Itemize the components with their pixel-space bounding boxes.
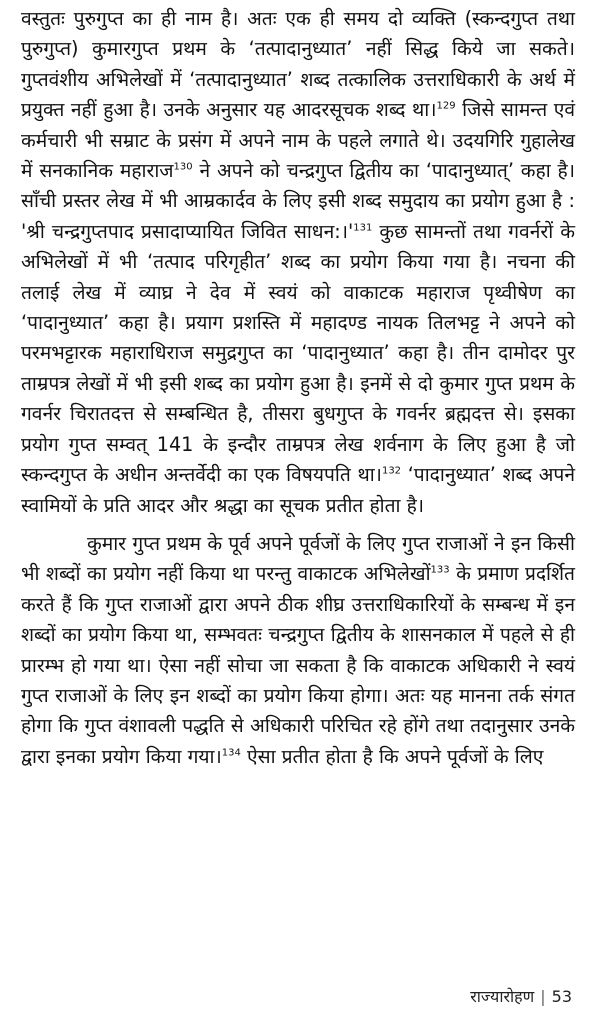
text-run: ‘पादानुध्यात’ शब्द अपने स्वामियों के प्रति आदर और श्रद्धा का सूचक प्रतीत होता है। [21, 463, 575, 517]
footer-separator: | [540, 986, 546, 1006]
text-run: वस्तुतः पुरुगुप्त का ही नाम है। अतः एक ही समय दो व्यक्ति (स्कन्दगुप्त तथा पुरुगुप्त) कुमारगुप्त प्रथम के ‘तत्पादानुध्यात’ नहीं सिद्ध किये जा सकते। गुप्तवंशीय अभिलेखों में ‘तत्पादानुध्यात’ शब्द तत्कालिक उत्तराधिकारी के अर्थ में प्रयुक्त नहीं हुआ है। उनके अनुसार यह आदरसूचक शब्द था। [21, 7, 575, 122]
text-run: कुछ सामन्तों तथा गवर्नरों के अभिलेखों में भी ‘तत्पाद परिगृहीत’ शब्द का प्रयोग किया गया है। नचना की तलाई लेख में व्याघ्र ने देव में स्वयं को वाकाटक महाराज पृथ्वीषेण का ‘पादानुध्यात’ कहा है। प्रयाग प्रशस्ति में महादण्ड नायक तिलभट्ट ने अपने को परमभट्टारक महाराधिराज समुद्रगुप्त का ‘पादानुध्यात’ कहा है। तीन दामोदर पुर ताम्रपत्र लेखों में भी इसी शब्द का प्रयोग हुआ है। इनमें से दो कुमार गुप्त प्रथम के गवर्नर चिरातदत्त से सम्बन्धित है, तीसरा बुधगुप्त के गवर्नर ब्रह्मदत्त से। इसका प्रयोग गुप्त सम्वत् 141 के इन्दौर ताम्रपत्र लेख शर्वनाग के लिए हुआ है जो स्कन्दगुप्त के अधीन अन्तर्वेदी का एक विषयपति था। [21, 219, 575, 487]
running-title: राज्यारोहण [470, 987, 535, 1006]
text-run: ऐसा प्रतीत होता है कि अपने पूर्वजों के लिए [240, 744, 544, 768]
text-run: कुमार गुप्त प्रथम के पूर्व अपने पूर्वजों के लिए गुप्त राजाओं ने इन किसी भी शब्दों का प्रयोग नहीं किया था परन्तु वाकाटक अभिलेखों [21, 531, 575, 586]
footnote-ref-131: 131 [353, 222, 373, 234]
paragraph-2 [21, 529, 575, 772]
footnote-ref-130: 130 [173, 161, 193, 173]
text-run: के प्रमाण प्रदर्शित करते हैं कि गुप्त राजाओं द्वारा अपने ठीक शीघ्र उत्तराधिकारियों के सम्बन्ध में इन शब्दों का प्रयोग किया था, सम्भवतः चन्द्रगुप्त द्वितीय के शासनकाल में पहले से ही प्रारम्भ हो गया था। ऐसा नहीं सोचा जा सकता है कि वाकाटक अधिकारी ने स्वयं गुप्त राजाओं के लिए इन शब्दों का प्रयोग किया होगा। अतः यह मानना तर्क संगत होगा कि गुप्त वंशावली पद्धति से अधिकारी परिचित रहे होंगे तथा तदानुसार उनके द्वारा इनका प्रयोग किया गया। [21, 562, 575, 768]
body-text [21, 4, 575, 772]
page-footer [470, 985, 572, 1007]
paragraph-1 [21, 4, 575, 521]
page-number: 53 [551, 986, 572, 1006]
footnote-ref-129: 129 [436, 100, 456, 112]
text-run: जिसे सामन्त एवं कर्मचारी भी सम्राट के प्रसंग में अपने नाम के पहले लगाते थे। उदयगिरि गुहालेख में सनकानिक महाराज [21, 98, 575, 183]
text-run: ने अपने को चन्द्रगुप्त द्वितीय का ‘पादानुध्यात्’ कहा है। साँची प्रस्तर लेख में भी आम्रकार्दव के लिए इसी शब्द समुदाय का प्रयोग हुआ है : 'श्री चन्द्रगुप्तपाद प्रसादाप्यायित जिवित साधन:।' [21, 159, 576, 243]
footnote-ref-132: 132 [381, 465, 402, 477]
footnote-ref-134: 134 [221, 747, 241, 759]
footnote-ref-133: 133 [430, 564, 450, 576]
